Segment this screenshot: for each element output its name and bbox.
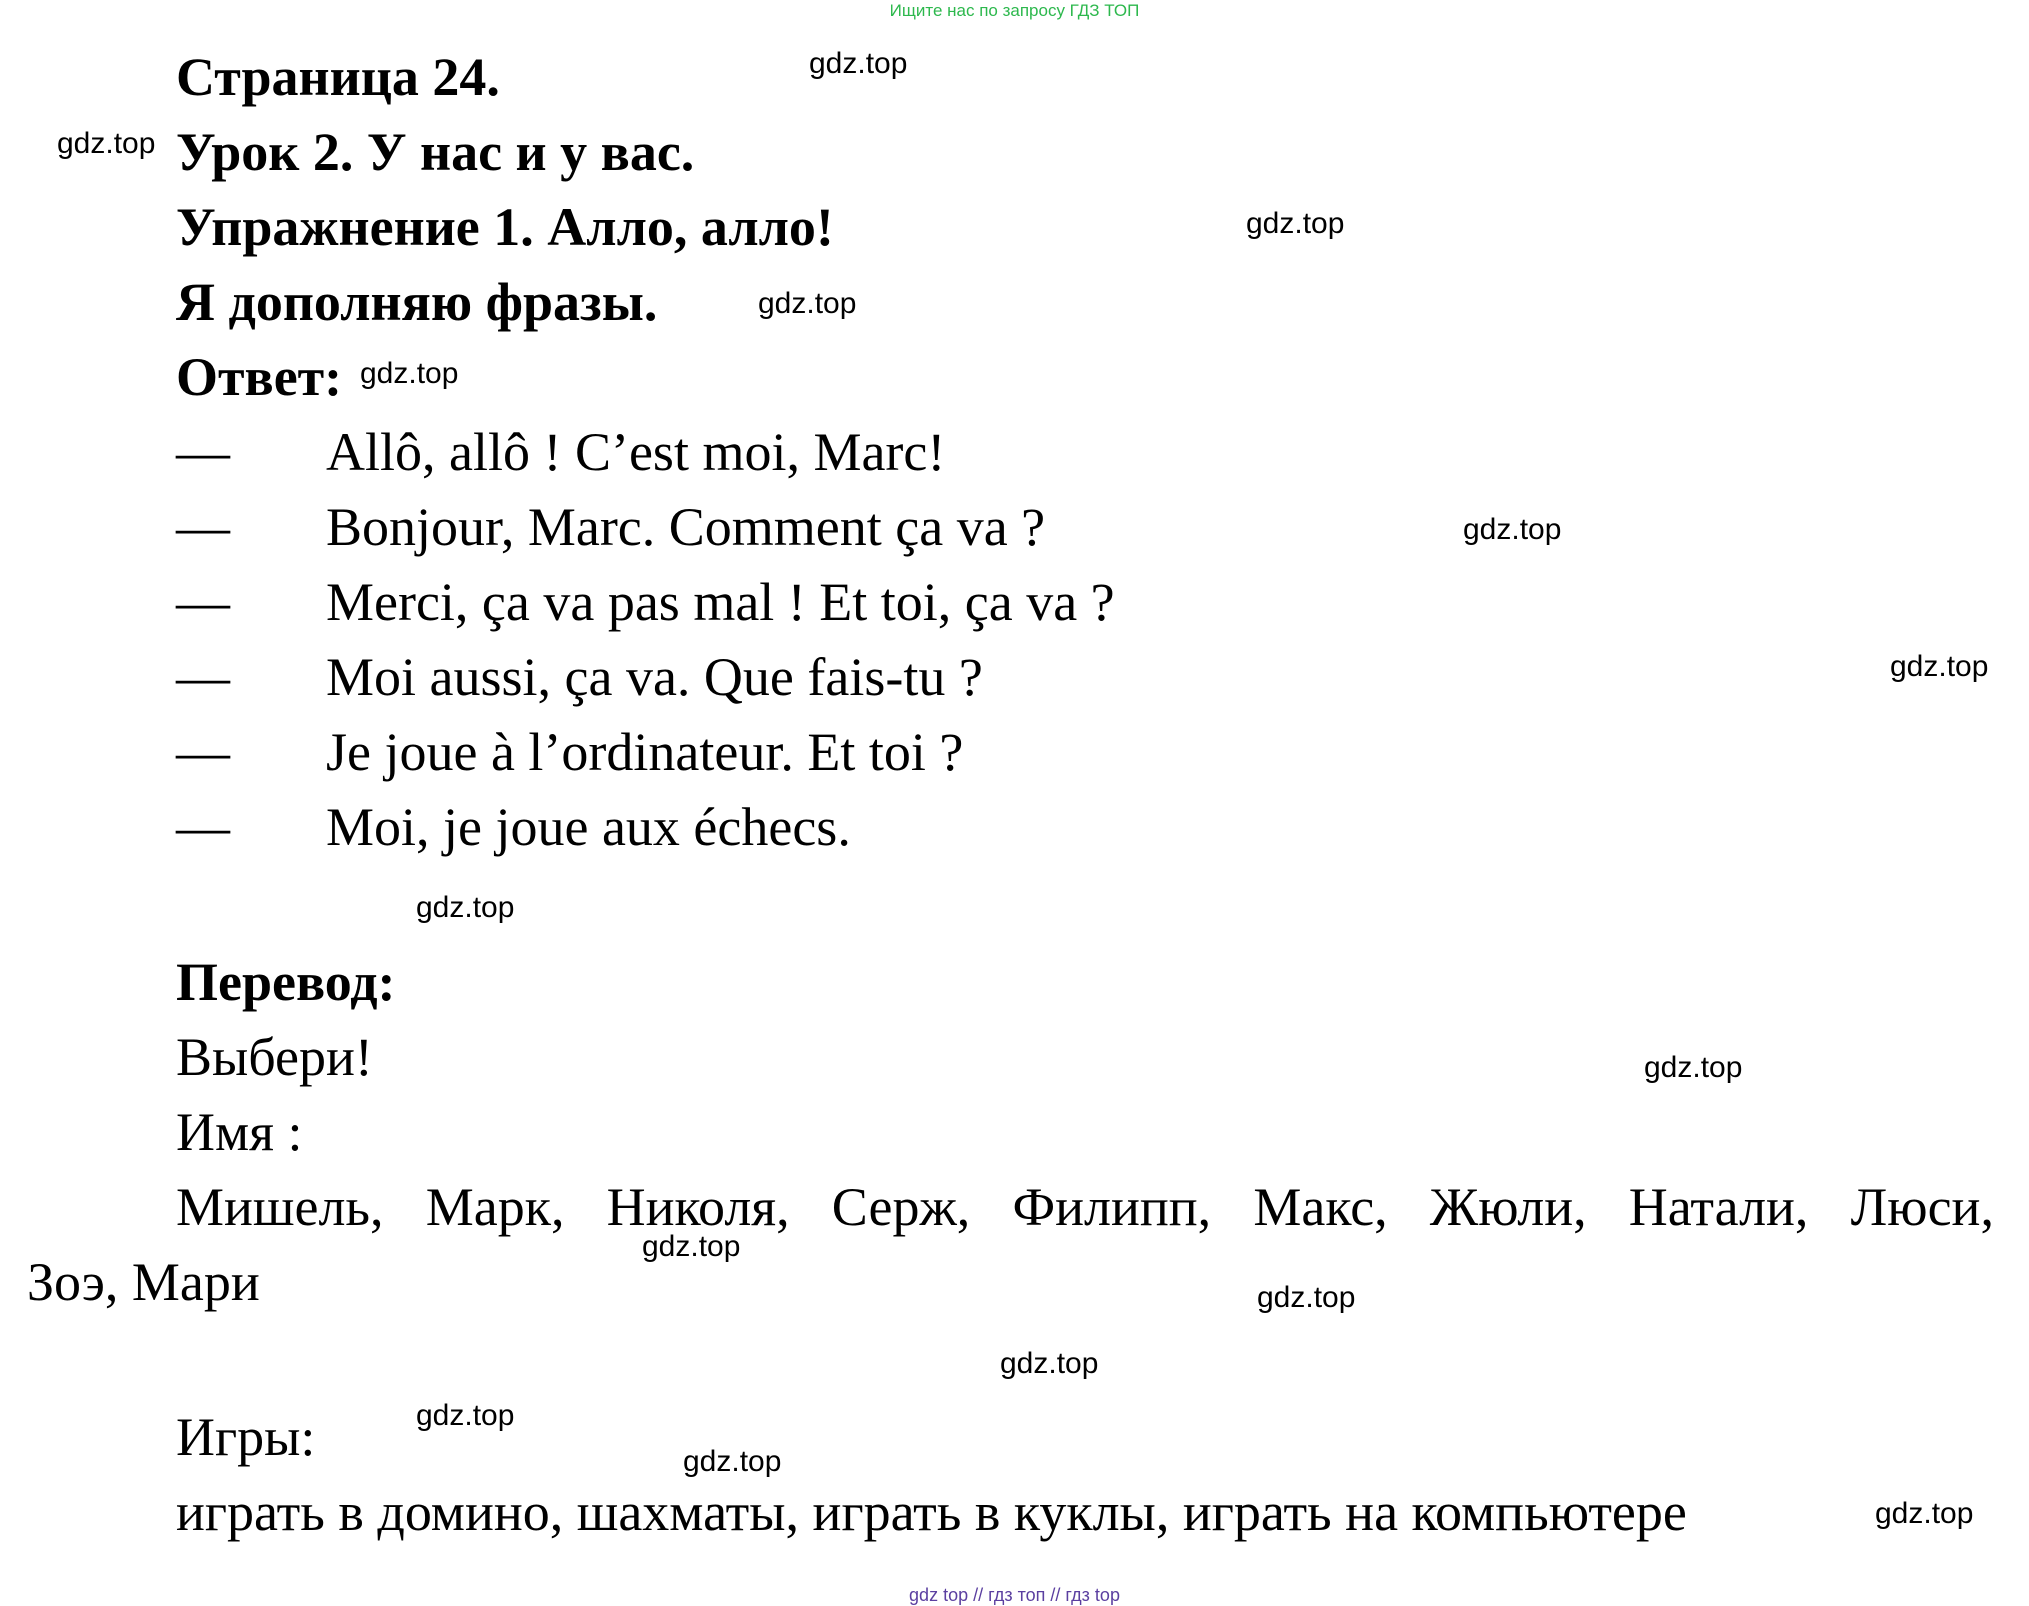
name-item: Николя, bbox=[606, 1177, 790, 1237]
dialog-dash: — bbox=[176, 797, 230, 857]
answer-label: Ответ: bbox=[176, 347, 343, 407]
dialog-dash: — bbox=[176, 572, 230, 632]
names-line-continued: Зоэ, Мари bbox=[27, 1252, 260, 1312]
watermark: gdz.top bbox=[1000, 1347, 1099, 1380]
name-item: Макс, bbox=[1253, 1177, 1388, 1237]
translation-label: Перевод: bbox=[176, 952, 396, 1012]
watermark: gdz.top bbox=[416, 1399, 515, 1432]
dialog-dash: — bbox=[176, 422, 230, 482]
dialog-text: Bonjour, Marc. Comment ça va ? bbox=[326, 497, 1046, 557]
watermark: gdz.top bbox=[1890, 650, 1989, 683]
dialog-text: Merci, ça va pas mal ! Et toi, ça va ? bbox=[326, 572, 1115, 632]
name-item: Марк, bbox=[425, 1177, 565, 1237]
name-item: Жюли, bbox=[1429, 1177, 1587, 1237]
name-item: Серж, bbox=[831, 1177, 971, 1237]
watermark: gdz.top bbox=[1875, 1497, 1974, 1530]
watermark: gdz.top bbox=[57, 127, 156, 160]
watermark: gdz.top bbox=[416, 891, 515, 924]
watermark: gdz.top bbox=[1257, 1281, 1356, 1314]
watermark: gdz.top bbox=[642, 1230, 741, 1263]
watermark: gdz.top bbox=[758, 287, 857, 320]
dialog-dash: — bbox=[176, 497, 230, 557]
watermark: gdz.top bbox=[809, 47, 908, 80]
watermark: gdz.top bbox=[1246, 207, 1345, 240]
games-text: играть в домино, шахматы, играть в куклы, играть на компьютере bbox=[176, 1482, 1687, 1542]
exercise-heading: Упражнение 1. Алло, алло! bbox=[176, 197, 834, 257]
watermark: gdz.top bbox=[360, 357, 459, 390]
name-item: Филипп, bbox=[1012, 1177, 1212, 1237]
dialog-text: Allô, allô ! C’est moi, Marc! bbox=[326, 422, 946, 482]
watermark: gdz.top bbox=[1644, 1051, 1743, 1084]
lesson-heading: Урок 2. У нас и у вас. bbox=[176, 122, 695, 182]
dialog-text: Moi aussi, ça va. Que fais-tu ? bbox=[326, 647, 983, 707]
games-label: Игры: bbox=[176, 1407, 316, 1467]
name-item: Натали, bbox=[1628, 1177, 1809, 1237]
footer-links: gdz top // гдз топ // гдз top bbox=[909, 1585, 1120, 1605]
page-number-heading: Страница 24. bbox=[176, 47, 500, 107]
name-item: Мишель, bbox=[176, 1177, 384, 1237]
dialog-text: Moi, je joue aux échecs. bbox=[326, 797, 851, 857]
names-line bbox=[176, 1175, 1994, 1239]
top-banner: Ищите нас по запросу ГДЗ ТОП bbox=[889, 1, 1140, 20]
name-label: Имя : bbox=[176, 1102, 303, 1162]
dialog-dash: — bbox=[176, 722, 230, 782]
task-heading: Я дополняю фразы. bbox=[176, 272, 658, 332]
dialog-text: Je joue à l’ordinateur. Et toi ? bbox=[326, 722, 964, 782]
name-item: Люси, bbox=[1850, 1177, 1994, 1237]
watermark: gdz.top bbox=[1463, 513, 1562, 546]
watermark: gdz.top bbox=[683, 1445, 782, 1478]
choose-text: Выбери! bbox=[176, 1027, 373, 1087]
dialog-dash: — bbox=[176, 647, 230, 707]
